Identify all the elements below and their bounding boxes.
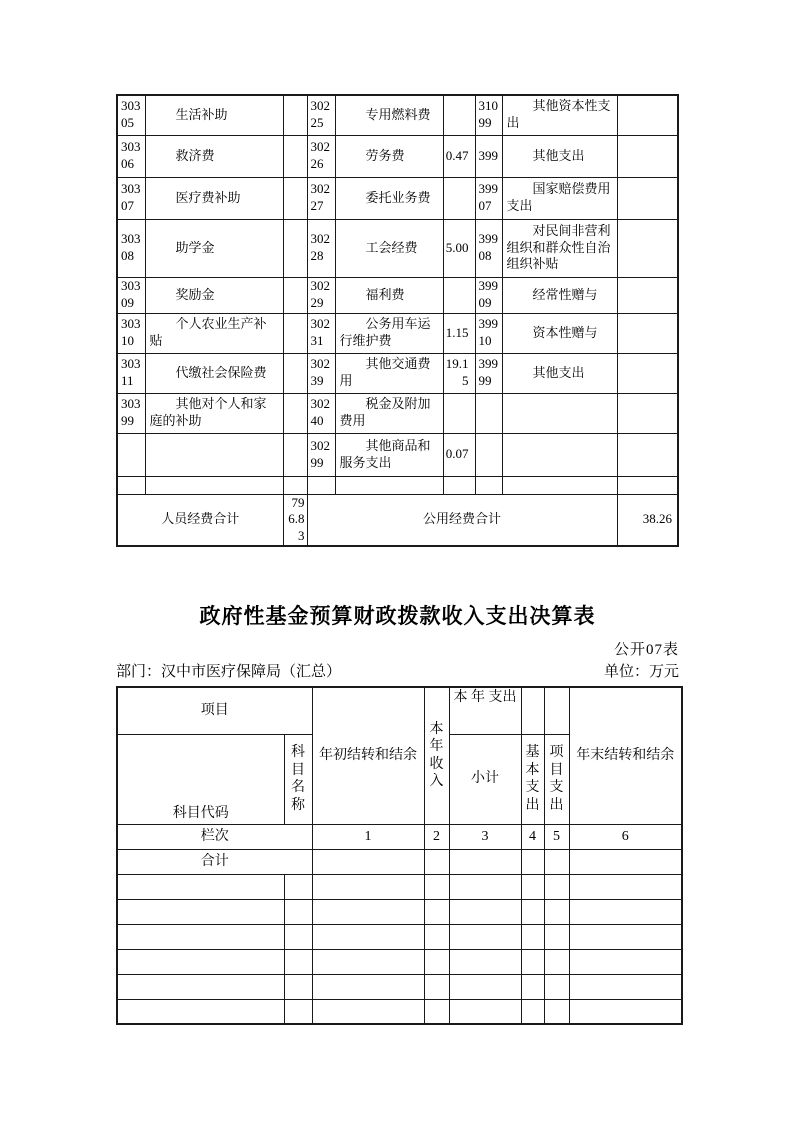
empty-cell bbox=[521, 874, 544, 899]
table-row bbox=[117, 433, 678, 476]
expense-code-cell: 399 bbox=[475, 135, 502, 177]
header-begin-balance: 年初结转和结余 bbox=[312, 687, 424, 824]
expense-value-cell bbox=[617, 95, 678, 135]
department-label: 部门：汉中市医疗保障局（汇总） bbox=[116, 664, 342, 681]
expense-name-cell: 奖励金 bbox=[145, 277, 283, 313]
total-value-cell bbox=[449, 849, 521, 874]
empty-cell bbox=[117, 949, 284, 974]
header-project-expense: 项目支出 bbox=[544, 734, 569, 824]
expense-code-cell bbox=[117, 433, 145, 476]
empty-cell bbox=[544, 974, 569, 999]
total-value-cell bbox=[521, 849, 544, 874]
expense-name-cell: 其他资本性支出 bbox=[502, 95, 617, 135]
table-row bbox=[117, 353, 678, 393]
expense-value-cell bbox=[283, 95, 307, 135]
empty-cell bbox=[312, 874, 424, 899]
empty-cell bbox=[544, 949, 569, 974]
expense-code-cell: 39907 bbox=[475, 177, 502, 219]
expense-value-cell bbox=[617, 393, 678, 433]
empty-cell bbox=[284, 924, 312, 949]
total-value-cell bbox=[569, 849, 682, 874]
empty-cell bbox=[521, 924, 544, 949]
expense-value-cell bbox=[443, 177, 475, 219]
header-subject-name: 科目名称 bbox=[284, 734, 312, 824]
expense-code-cell: 30306 bbox=[117, 135, 145, 177]
expense-code-cell bbox=[475, 393, 502, 433]
empty-cell bbox=[569, 974, 682, 999]
expense-code-cell: 30305 bbox=[117, 95, 145, 135]
expense-code-cell: 39909 bbox=[475, 277, 502, 313]
empty-data-row bbox=[117, 924, 682, 949]
expense-value-cell: 19.15 bbox=[443, 353, 475, 393]
empty-cell bbox=[521, 999, 544, 1024]
empty-cell bbox=[544, 999, 569, 1024]
header-year-income: 本年收入 bbox=[424, 687, 449, 824]
empty-cell bbox=[569, 924, 682, 949]
expense-value-cell: 0.47 bbox=[443, 135, 475, 177]
expense-value-cell bbox=[283, 219, 307, 277]
total-value-cell bbox=[424, 849, 449, 874]
empty-cell bbox=[521, 974, 544, 999]
expense-value-cell bbox=[283, 313, 307, 353]
summary-row bbox=[117, 494, 678, 546]
expense-code-cell: 30226 bbox=[307, 135, 335, 177]
column-index-cell: 3 bbox=[449, 824, 521, 849]
expense-code-cell: 39999 bbox=[475, 353, 502, 393]
expense-code-cell: 30227 bbox=[307, 177, 335, 219]
expense-name-cell: 其他交通费用 bbox=[335, 353, 443, 393]
expense-name-cell: 其他支出 bbox=[502, 353, 617, 393]
empty-cell bbox=[117, 874, 284, 899]
column-index-cell: 1 bbox=[312, 824, 424, 849]
expense-code-cell: 31099 bbox=[475, 95, 502, 135]
empty-data-row bbox=[117, 899, 682, 924]
empty-cell bbox=[117, 924, 284, 949]
expense-name-cell: 国家赔偿费用支出 bbox=[502, 177, 617, 219]
header-spacer-cell bbox=[544, 687, 569, 734]
expense-code-cell: 30307 bbox=[117, 177, 145, 219]
empty-cell bbox=[312, 949, 424, 974]
column-index-cell: 4 bbox=[521, 824, 544, 849]
empty-data-row bbox=[117, 974, 682, 999]
expense-value-cell bbox=[443, 393, 475, 433]
column-index-label: 栏次 bbox=[117, 824, 312, 849]
empty-cell bbox=[449, 949, 521, 974]
expense-value-cell bbox=[443, 476, 475, 494]
empty-cell bbox=[544, 874, 569, 899]
empty-cell bbox=[284, 899, 312, 924]
page-title: 政府性基金预算财政拨款收入支出决算表 bbox=[199, 604, 596, 629]
empty-data-row bbox=[117, 999, 682, 1024]
header-year-expense: 本 年 支出 bbox=[449, 687, 521, 734]
expense-name-cell: 经常性赠与 bbox=[502, 277, 617, 313]
expense-value-cell bbox=[283, 353, 307, 393]
header-item: 项目 bbox=[117, 687, 312, 734]
expense-value-cell bbox=[617, 476, 678, 494]
column-index-row bbox=[117, 824, 682, 849]
expense-name-cell bbox=[335, 476, 443, 494]
header-spacer-cell bbox=[521, 687, 544, 734]
expense-name-cell bbox=[145, 433, 283, 476]
expense-value-cell bbox=[283, 476, 307, 494]
expense-name-cell: 工会经费 bbox=[335, 219, 443, 277]
expense-code-cell bbox=[307, 476, 335, 494]
total-value-cell bbox=[544, 849, 569, 874]
header-row-1 bbox=[117, 687, 682, 734]
column-index-cell: 2 bbox=[424, 824, 449, 849]
empty-cell bbox=[569, 899, 682, 924]
expense-name-cell: 救济费 bbox=[145, 135, 283, 177]
expense-name-cell: 其他支出 bbox=[502, 135, 617, 177]
total-row-label: 合计 bbox=[117, 849, 312, 874]
expense-value-cell: 5.00 bbox=[443, 219, 475, 277]
empty-cell bbox=[424, 974, 449, 999]
expense-code-cell: 30240 bbox=[307, 393, 335, 433]
expense-value-cell: 0.07 bbox=[443, 433, 475, 476]
empty-cell bbox=[544, 899, 569, 924]
header-basic-expense: 基本支出 bbox=[521, 734, 544, 824]
empty-cell bbox=[521, 949, 544, 974]
expense-code-cell: 30239 bbox=[307, 353, 335, 393]
expense-name-cell: 生活补助 bbox=[145, 95, 283, 135]
empty-cell bbox=[424, 999, 449, 1024]
empty-cell bbox=[424, 924, 449, 949]
expense-name-cell: 资本性赠与 bbox=[502, 313, 617, 353]
expense-value-cell bbox=[283, 393, 307, 433]
expense-code-cell: 30308 bbox=[117, 219, 145, 277]
empty-cell bbox=[284, 974, 312, 999]
expense-code-cell: 39908 bbox=[475, 219, 502, 277]
expense-name-cell bbox=[502, 433, 617, 476]
expense-name-cell: 代缴社会保险费 bbox=[145, 353, 283, 393]
expense-name-cell: 税金及附加费用 bbox=[335, 393, 443, 433]
expense-name-cell bbox=[502, 393, 617, 433]
column-index-cell: 5 bbox=[544, 824, 569, 849]
empty-cell bbox=[449, 924, 521, 949]
expense-name-cell: 其他对个人和家庭的补助 bbox=[145, 393, 283, 433]
expense-code-cell: 30225 bbox=[307, 95, 335, 135]
header-subtotal: 小计 bbox=[449, 734, 521, 824]
empty-cell bbox=[424, 874, 449, 899]
table-row bbox=[117, 277, 678, 313]
expense-value-cell bbox=[283, 277, 307, 313]
expense-name-cell: 助学金 bbox=[145, 219, 283, 277]
expense-code-cell: 30229 bbox=[307, 277, 335, 313]
expense-code-cell bbox=[475, 476, 502, 494]
expense-name-cell: 专用燃料费 bbox=[335, 95, 443, 135]
empty-cell bbox=[569, 999, 682, 1024]
expense-code-cell: 30311 bbox=[117, 353, 145, 393]
expense-value-cell bbox=[617, 219, 678, 277]
expense-value-cell bbox=[443, 95, 475, 135]
empty-cell bbox=[117, 974, 284, 999]
expense-name-cell: 对民间非营利组织和群众性自治组织补贴 bbox=[502, 219, 617, 277]
expense-code-cell bbox=[117, 476, 145, 494]
expense-code-cell: 30231 bbox=[307, 313, 335, 353]
expense-name-cell: 劳务费 bbox=[335, 135, 443, 177]
empty-cell bbox=[449, 899, 521, 924]
empty-cell bbox=[569, 874, 682, 899]
empty-cell bbox=[544, 924, 569, 949]
expense-value-cell bbox=[283, 177, 307, 219]
unit-label: 单位：万元 bbox=[603, 664, 679, 681]
table-row bbox=[117, 476, 678, 494]
empty-data-row bbox=[117, 874, 682, 899]
public-expense-total-label: 公用经费合计 bbox=[307, 494, 617, 546]
empty-cell bbox=[424, 949, 449, 974]
empty-cell bbox=[449, 999, 521, 1024]
expense-name-cell: 其他商品和服务支出 bbox=[335, 433, 443, 476]
empty-cell bbox=[117, 899, 284, 924]
table-row bbox=[117, 135, 678, 177]
expense-name-cell bbox=[502, 476, 617, 494]
personnel-expense-total-label: 人员经费合计 bbox=[117, 494, 283, 546]
empty-cell bbox=[569, 949, 682, 974]
fund-budget-table bbox=[116, 686, 683, 1025]
empty-cell bbox=[312, 999, 424, 1024]
expense-code-cell bbox=[475, 433, 502, 476]
expense-value-cell bbox=[617, 277, 678, 313]
expense-name-cell bbox=[145, 476, 283, 494]
expense-value-cell bbox=[617, 353, 678, 393]
column-index-cell: 6 bbox=[569, 824, 682, 849]
personnel-expense-total-value: 796.83 bbox=[283, 494, 307, 546]
expense-detail-table bbox=[116, 94, 679, 547]
expense-name-cell: 委托业务费 bbox=[335, 177, 443, 219]
expense-value-cell: 1.15 bbox=[443, 313, 475, 353]
empty-cell bbox=[284, 949, 312, 974]
expense-value-cell bbox=[617, 313, 678, 353]
table-row bbox=[117, 393, 678, 433]
empty-cell bbox=[284, 999, 312, 1024]
table-row bbox=[117, 313, 678, 353]
empty-cell bbox=[449, 974, 521, 999]
total-value-cell bbox=[312, 849, 424, 874]
expense-value-cell bbox=[443, 277, 475, 313]
expense-value-cell bbox=[617, 135, 678, 177]
expense-code-cell: 30309 bbox=[117, 277, 145, 313]
expense-name-cell: 医疗费补助 bbox=[145, 177, 283, 219]
table-row bbox=[117, 95, 678, 135]
empty-cell bbox=[312, 899, 424, 924]
empty-data-row bbox=[117, 949, 682, 974]
expense-name-cell: 个人农业生产补贴 bbox=[145, 313, 283, 353]
empty-cell bbox=[449, 874, 521, 899]
table-row bbox=[117, 177, 678, 219]
expense-value-cell bbox=[617, 433, 678, 476]
expense-code-cell: 30399 bbox=[117, 393, 145, 433]
expense-code-cell: 30228 bbox=[307, 219, 335, 277]
table-meta-row bbox=[116, 662, 679, 682]
expense-value-cell bbox=[283, 433, 307, 476]
table-row bbox=[117, 219, 678, 277]
expense-name-cell: 福利费 bbox=[335, 277, 443, 313]
empty-cell bbox=[117, 999, 284, 1024]
empty-cell bbox=[424, 899, 449, 924]
table-number: 公开07表 bbox=[613, 642, 679, 659]
expense-code-cell: 30310 bbox=[117, 313, 145, 353]
empty-cell bbox=[284, 874, 312, 899]
expense-value-cell bbox=[283, 135, 307, 177]
expense-code-cell: 39910 bbox=[475, 313, 502, 353]
header-end-balance: 年末结转和结余 bbox=[569, 687, 682, 824]
expense-code-cell: 30299 bbox=[307, 433, 335, 476]
empty-cell bbox=[312, 924, 424, 949]
empty-cell bbox=[521, 899, 544, 924]
public-expense-total-value: 38.26 bbox=[617, 494, 678, 546]
total-row bbox=[117, 849, 682, 874]
expense-name-cell: 公务用车运行维护费 bbox=[335, 313, 443, 353]
expense-value-cell bbox=[617, 177, 678, 219]
header-subject-code: 科目代码 bbox=[117, 734, 284, 824]
empty-cell bbox=[312, 974, 424, 999]
